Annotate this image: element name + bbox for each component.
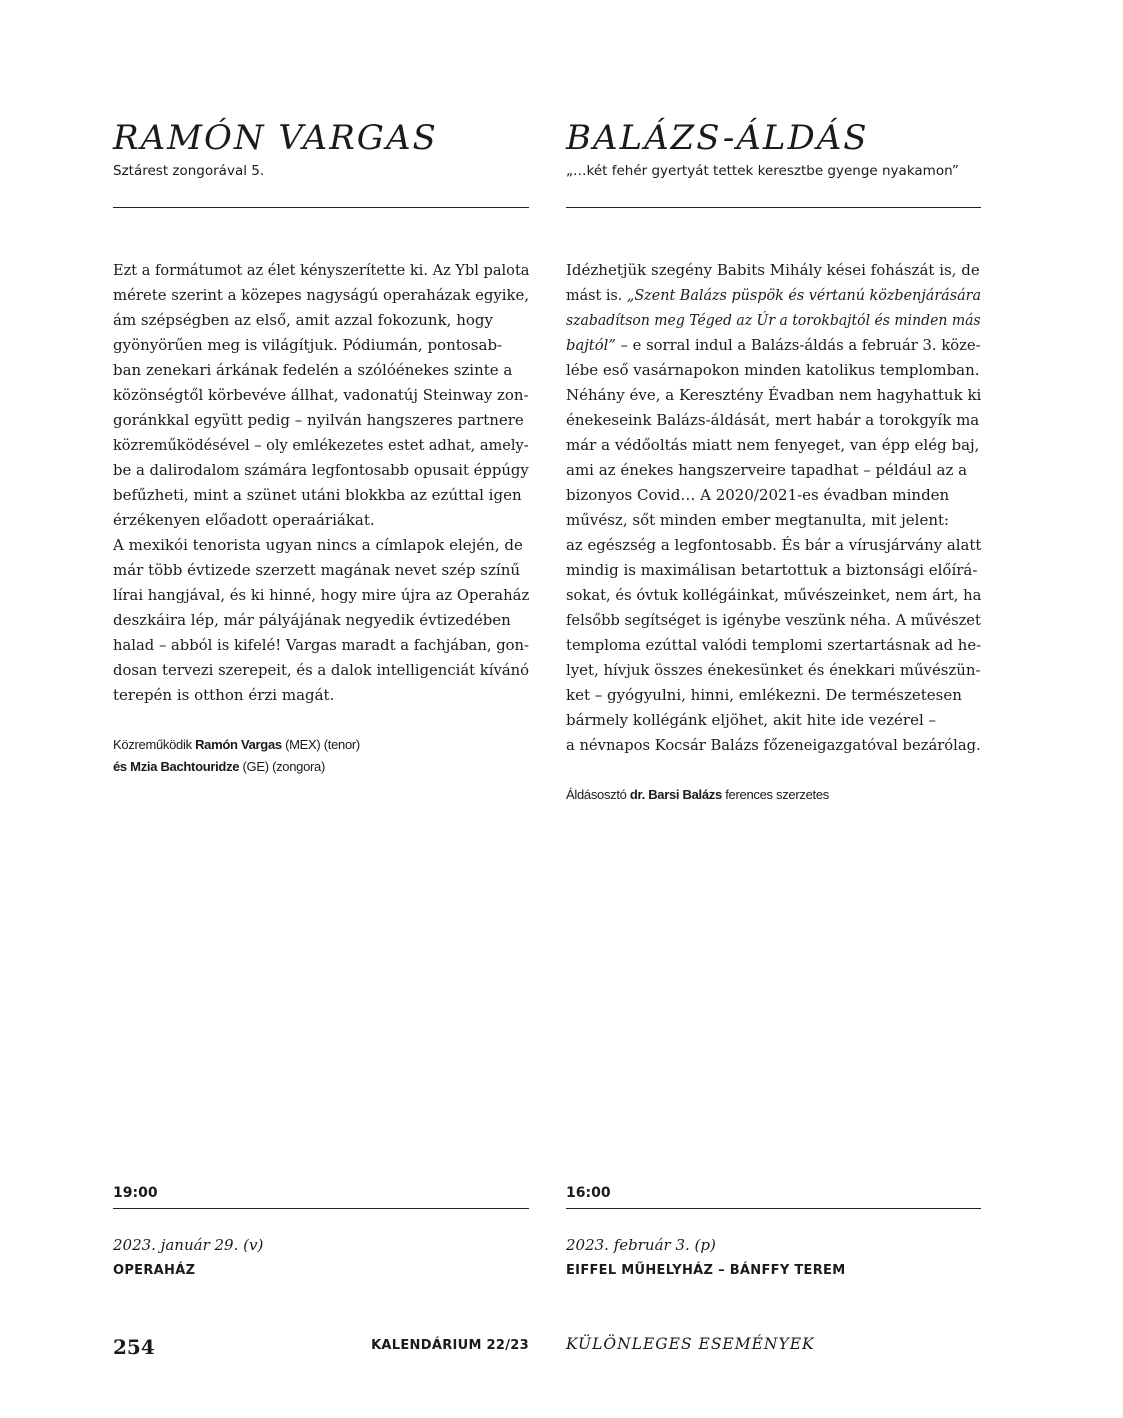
- body-line: mérete szerint a közepes nagyságú operaházak egyike,: [113, 286, 530, 304]
- body-line: sokat, és óvtuk kollégáinkat, művészeinket, nem árt, ha: [566, 586, 982, 604]
- body-line: művész, sőt minden ember megtanulta, mit jelent:: [566, 511, 950, 529]
- body-line: Idézhetjük szegény Babits Mihály kései fohászát is, de: [566, 261, 980, 279]
- body-line: bizonyos Covid… A 2020/2021-es évadban minden: [566, 486, 950, 504]
- body-fragment: – e sorral indul a Balázs-áldás a február 3. köze-: [615, 336, 981, 354]
- body-line: a névnapos Kocsár Balázs főzeneigazgatóval bezárólag.: [566, 736, 981, 754]
- right-credits: [566, 784, 829, 806]
- body-line: ban zenekari árkának fedelén a szólóénekes szinte a: [113, 361, 513, 379]
- body-line: mindig is maximálisan betartottuk a biztonsági előírá-: [566, 561, 978, 579]
- credits-line: [113, 734, 360, 756]
- section-title: KÜLÖNLEGES ESEMÉNYEK: [566, 1335, 815, 1353]
- body-line: terepén is otthon érzi magát.: [113, 686, 335, 704]
- prayer-quote: „Szent Balázs püspök és vértanú közbenjárására: [626, 286, 982, 304]
- left-body-text: [113, 258, 543, 708]
- credits-line: [566, 784, 829, 806]
- right-event-subtitle: „…két fehér gyertyát tettek keresztbe gyenge nyakamon”: [566, 163, 959, 179]
- right-body-text: [566, 258, 1011, 758]
- body-line: temploma ezúttal valódi templomi szertartásnak ad he-: [566, 636, 982, 654]
- left-event-time: 19:00: [113, 1185, 158, 1201]
- body-line: [566, 333, 1003, 358]
- right-event-date: 2023. február 3. (p): [566, 1236, 716, 1254]
- body-line: az egészség a legfontosabb. És bár a vírusjárvány alatt: [566, 536, 982, 554]
- credits-label: Áldásosztó: [566, 787, 630, 802]
- left-title-rule: [113, 207, 529, 208]
- body-fragment: mást is.: [566, 286, 627, 304]
- body-line: ket – gyógyulni, hinni, emlékezni. De természetesen: [566, 686, 962, 704]
- body-line: érzékenyen előadott operaáriákat.: [113, 511, 375, 529]
- credits-label: Közreműködik: [113, 737, 196, 752]
- performer-name: és Mzia Bachtouridze: [113, 759, 240, 774]
- left-event-venue: OPERAHÁZ: [113, 1263, 196, 1278]
- body-line: lébe eső vasárnapokon minden katolikus templomban.: [566, 361, 980, 379]
- left-time-rule: [113, 1208, 529, 1209]
- body-line: Ezt a formátumot az élet kényszerítette ki. Az Ybl palota: [113, 261, 530, 279]
- right-event-venue: EIFFEL MŰHELYHÁZ – BÁNFFY TEREM: [566, 1263, 846, 1278]
- prayer-quote: szabadítson meg Téged az Úr a torokbajtól és minden más: [566, 311, 981, 329]
- performer-name: Ramón Vargas: [195, 737, 282, 752]
- credits-line: [113, 756, 360, 778]
- running-head: KALENDÁRIUM 22/23: [371, 1338, 529, 1353]
- body-line: már több évtizede szerzett magának nevet szép színű: [113, 561, 521, 579]
- body-line: felsőbb segítséget is igénybe veszünk néha. A művészet: [566, 611, 981, 629]
- body-line: lyet, hívjuk összes énekesünket és énekkari művészün-: [566, 661, 981, 679]
- body-line: [566, 283, 991, 308]
- body-line: bármely kollégánk eljöhet, akit hite ide vezérel –: [566, 711, 937, 729]
- left-event-subtitle: Sztárest zongorával 5.: [113, 163, 265, 179]
- performer-role: ferences szerzetes: [721, 787, 829, 802]
- performer-role: (MEX) (tenor): [281, 737, 360, 752]
- body-line: be a dalirodalom számára legfontosabb opusait éppúgy: [113, 461, 529, 479]
- page-number: 254: [113, 1335, 155, 1359]
- body-line: gyönyörűen meg is világítjuk. Pódiumán, pontosab-: [113, 336, 503, 354]
- body-line: lírai hangjával, és ki hinné, hogy mire újra az Operaház: [113, 586, 530, 604]
- body-line: A mexikói tenorista ugyan nincs a címlapok elején, de: [113, 536, 523, 554]
- body-line: már a védőoltás miatt nem fenyeget, van épp elég baj,: [566, 436, 980, 454]
- body-line: befűzheti, mint a szünet utáni blokkba az ezúttal igen: [113, 486, 522, 504]
- body-line: énekeseink Balázs-áldását, mert habár a torokgyík ma: [566, 411, 980, 429]
- body-line: Néhány éve, a Keresztény Évadban nem hagyhattuk ki: [566, 386, 982, 404]
- prayer-quote: bajtól”: [566, 336, 616, 354]
- right-title-rule: [566, 207, 981, 208]
- body-line: ami az énekes hangszerveire tapadhat – például az a: [566, 461, 968, 479]
- body-line: közönségtől körbevéve állhat, vadonatúj Steinway zon-: [113, 386, 529, 404]
- performer-role: (GE) (zongora): [239, 759, 326, 774]
- right-event-title: BALÁZS-ÁLDÁS: [566, 118, 869, 158]
- body-line: goránkkal együtt pedig – nyilván hangszeres partnere: [113, 411, 524, 429]
- body-line: halad – abból is kifelé! Vargas maradt a fachjában, gon-: [113, 636, 530, 654]
- left-credits: [113, 734, 360, 778]
- body-line: dosan tervezi szerepeit, és a dalok intelligenciát kívánó: [113, 661, 530, 679]
- right-event-time: 16:00: [566, 1185, 611, 1201]
- body-line: deszkáira lép, már pályájának negyedik évtizedében: [113, 611, 511, 629]
- left-event-date: 2023. január 29. (v): [113, 1236, 264, 1254]
- performer-name: dr. Barsi Balázs: [629, 787, 722, 802]
- body-line: közreműködésével – oly emlékezetes estet adhat, amely-: [113, 436, 529, 454]
- body-line: ám szépségben az első, amit azzal fokozunk, hogy: [113, 311, 493, 329]
- left-event-title: RAMÓN VARGAS: [113, 118, 438, 158]
- right-time-rule: [566, 1208, 981, 1209]
